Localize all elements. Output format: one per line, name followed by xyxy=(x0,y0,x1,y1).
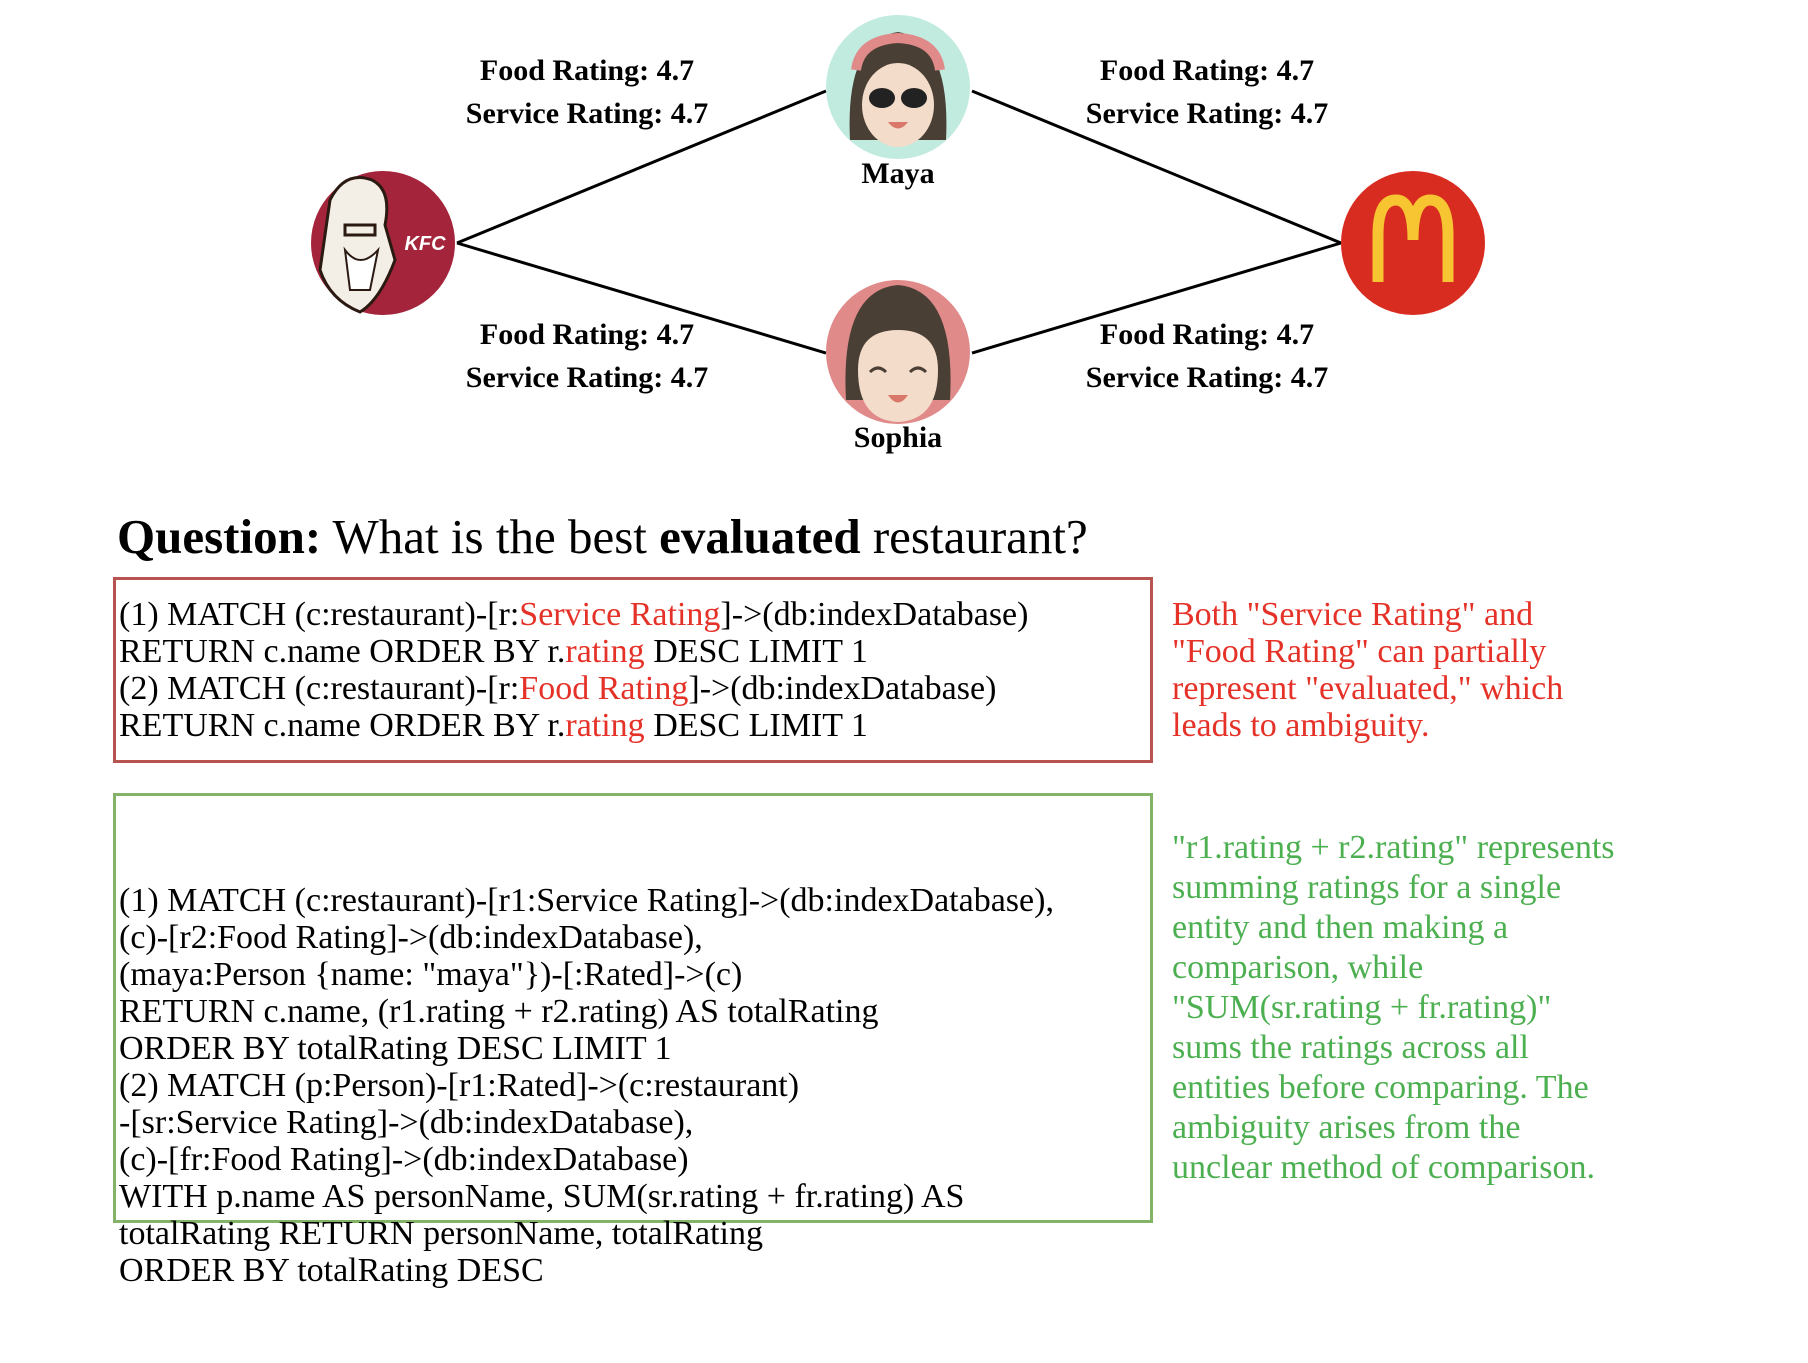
kfc-logo xyxy=(311,171,455,315)
question xyxy=(117,508,1088,565)
code-line: (2) MATCH (c:restaurant)-[r:Food Rating]->(db:indexDatabase) xyxy=(119,670,997,707)
ambiguous-query-box xyxy=(113,577,1153,763)
maya-label: Maya xyxy=(861,157,935,190)
edge-kfc-sophia-service-rating: Service Rating: 4.7 xyxy=(465,361,709,394)
code-block: (1) MATCH (c:restaurant)-[r1:Service Rating]->(db:indexDatabase), (c)-[r2:Food Rating]->(db:indexDatabase), (maya:Person {name: "maya"})-[:Rated]->(c) RETURN c.name, (r1.rating + r2.rating) AS totalRating ORDER BY totalRating DESC LIMIT 1 (2) MATCH (p:Person)-[r1:Rated]->(c:restaurant) -[sr:Service Rating]->(db:indexDatabase), (c)-[fr:Food Rating]->(db:indexDatabase) WITH p.name AS personName, SUM(sr.rating + fr.rating) AS totalRating RETURN personName, totalRating ORDER BY totalRating DESC xyxy=(119,882,1054,1289)
code-line: RETURN c.name ORDER BY r.rating DESC LIMIT 1 xyxy=(119,707,868,744)
edge-kfc-maya-service-rating: Service Rating: 4.7 xyxy=(465,97,709,130)
sophia-label: Sophia xyxy=(853,421,943,454)
edge-sophia-mcd-food-rating: Food Rating: 4.7 xyxy=(1099,318,1315,351)
mcdonalds-logo xyxy=(1341,171,1485,315)
edge-kfc-maya-food-rating: Food Rating: 4.7 xyxy=(479,54,695,87)
question-text-pre: What is the best xyxy=(321,509,660,564)
comparison-query-box xyxy=(113,793,1153,1289)
edge-maya-mcd-food-rating: Food Rating: 4.7 xyxy=(1099,54,1315,87)
ambiguity-note-green: "r1.rating + r2.rating" represents summing ratings for a single entity and then making a comparison, while "SUM(sr.rating + fr.rating)" sums the ratings across all entities before comparing. The ambiguity arises from the unclear method of comparison. xyxy=(1172,829,1615,1186)
maya-avatar xyxy=(826,15,970,159)
sophia-avatar xyxy=(826,280,970,424)
edge-sophia-mcd-service-rating: Service Rating: 4.7 xyxy=(1085,361,1329,394)
code-line: (1) MATCH (c:restaurant)-[r:Service Rating]->(db:indexDatabase) xyxy=(119,596,1029,633)
code-line: RETURN c.name ORDER BY r.rating DESC LIMIT 1 xyxy=(119,633,868,670)
ambiguity-note-red: Both "Service Rating" and "Food Rating" can partially represent "evaluated," which leads to ambiguity. xyxy=(1172,596,1564,744)
question-text-post: restaurant? xyxy=(860,509,1088,564)
question-label: Question: xyxy=(117,509,322,564)
edge-kfc-sophia-food-rating: Food Rating: 4.7 xyxy=(479,318,695,351)
svg-text:KFC: KFC xyxy=(404,233,446,255)
question-keyword: evaluated xyxy=(659,509,861,564)
edge-maya-mcd-service-rating: Service Rating: 4.7 xyxy=(1085,97,1329,130)
